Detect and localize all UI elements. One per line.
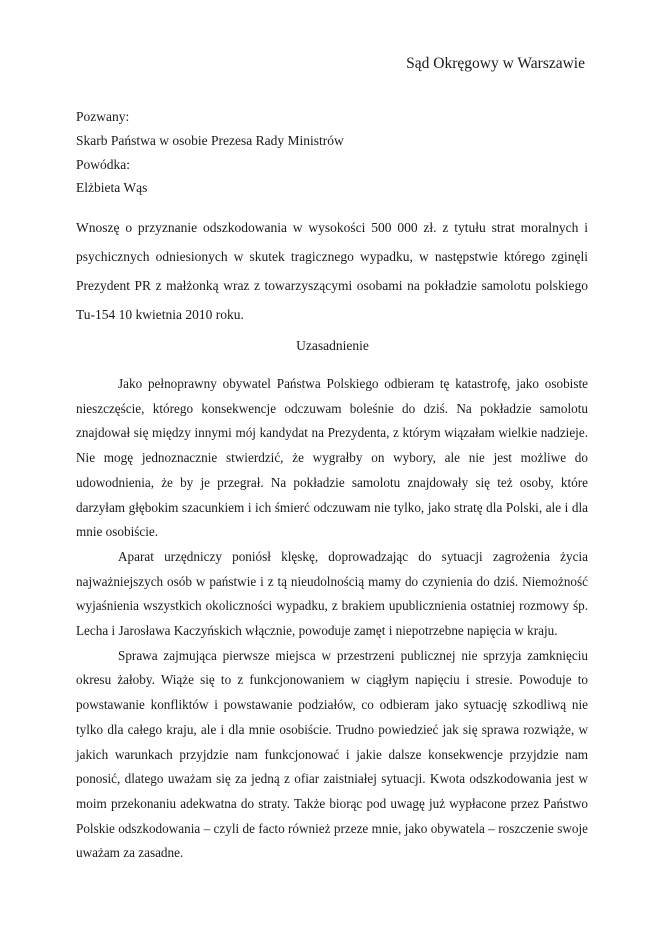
plaintiff-name: Elżbieta Wąs (76, 180, 148, 196)
justification-body (76, 372, 588, 866)
plaintiff-label: Powódka: (76, 156, 130, 172)
justification-paragraph: Sprawa zajmująca pierwsze miejsca w przestrzeni publicznej nie sprzyja zamknięciu okresu żałoby. Wiąże się to z funkcjonowaniem w ciągłym napięciu i stresie. Powoduje to powstawanie konfliktów i powstawanie podziałów, co odbieram jako sytuację szkodliwą nie tylko dla całego kraju, ale i dla mnie osobiście. Trudno powiedzieć jak się sprawa rozwiąże, w jakich warunkach przyjdzie nam funkcjonować i jakie dalsze konsekwencje przyjdzie nam ponosić, dlatego uważam się za jedną z ofiar zaistniałej sytuacji. Kwota odszkodowania jest w moim przekonaniu adekwatna do straty. Także biorąc pod uwagę już wypłacone przez Państwo Polskie odszkodowania – czyli de facto również przeze mnie, jako obywatela – roszczenie swoje uważam za zasadne. (76, 647, 588, 861)
defendant-label: Pozwany: (76, 109, 130, 124)
court-name: Sąd Okręgowy w Warszawie (406, 55, 585, 72)
section-heading: Uzasadnienie (296, 338, 369, 353)
parties-block (76, 105, 588, 200)
justification-paragraph: Aparat urzędniczy poniósł klęskę, doprowadzając do sytuacji zagrożenia życia najważniejszych osób w państwie i z tą nieudolnością mamy do czynienia do dziś. Niemożność wyjaśnienia wszystkich okoliczności wypadku, z brakiem upublicznienia ostatniej rozmowy śp. Lecha i Jarosława Kaczyńskich włącznie, powoduje zamęt i niepotrzebne napięcia w kraju. (76, 548, 588, 639)
justification-paragraph: Jako pełnoprawny obywatel Państwa Polskiego odbieram tę katastrofę, jako osobiste nieszczęście, którego konsekwencje odczuwam boleśnie do dziś. Na pokładzie samolotu znajdował się między innymi mój kandydat na Prezydenta, z którym wiązałam wielkie nadzieje. Nie mogę jednoznacznie stwierdzić, że wygrałby on wybory, ale nie jest możliwe do udowodnienia, że by je przegrał. Na pokładzie samolotu znajdowały się też osoby, które darzyłam głębokim szacunkiem i ich śmierć odczuwam nie tylko, jako stratę dla Polski, ale i dla mnie osobiście. (76, 376, 588, 540)
claim-request: Wnoszę o przyznanie odszkodowania w wysokości 500 000 zł. z tytułu strat moralnych i psychicznych odniesionych w skutek tragicznego wypadku, w następstwie którego zginęli Prezydent PR z małżonką wraz z towarzyszącymi osobami na pokładzie samolotu polskiego Tu-154 10 kwietnia 2010 roku. (76, 220, 588, 322)
defendant-name: Skarb Państwa w osobie Prezesa Rady Ministrów (76, 132, 344, 148)
